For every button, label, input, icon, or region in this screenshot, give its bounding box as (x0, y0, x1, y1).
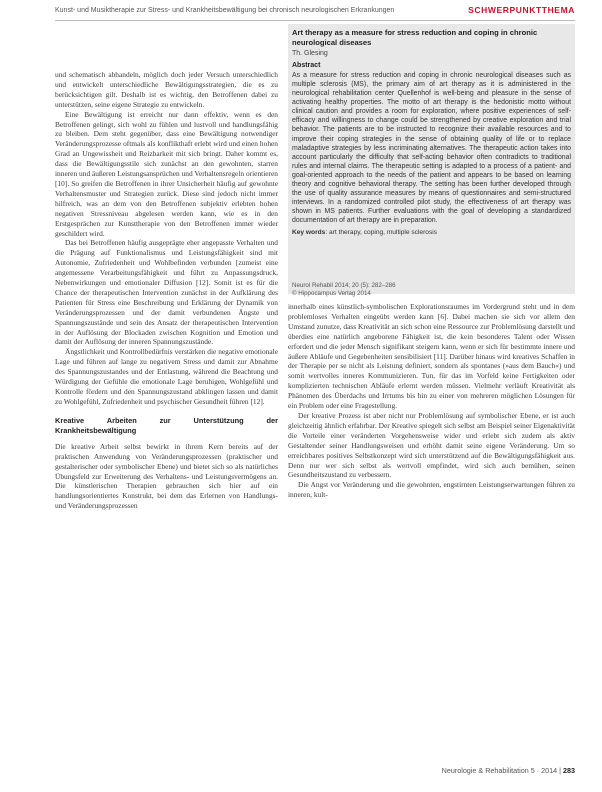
page-number: 283 (563, 766, 575, 775)
abstract-text: As a measure for stress reduction and coping in chronic neurological diseases such as multiple sclerosis (MS), the primary aim of art therapy as it is administered in the neurological rehabilitation center Quellenhof is well-being and pleasure in the sense of activating healthy properties. The motto of art therapy is the hedonistic motto without clinical caution and provides a room for exploration, where positive experiences of self-efficacy and willingness to change could be strengthened by creative exploration and trial behavior. The patients are to be instructed to recognize their available resources and to improve their coping strategies in the sense of obtaining quality of life or to replace maladaptive strategies by less incriminating alternatives. The therapeutic action takes into account particularly the difficulty that self-acting behavior often contradicts to traditional rules and internal claims. The therapeutic setting is adapted to a process of a patient- and goal-oriented approach to the needs of the patient and appears to be based on learning theory and cognitive behavioral therapy. The setting has been further developed through the use of quality assurance measures by means of questionnaires and semi-structured interviews. In a randomized controlled pilot study, the effectiveness of art therapy was shown in MS patients. Further evaluations with the goal of developing a standardized documentation of art therapy are in preparation. (292, 72, 571, 224)
citation-copyright: © Hippocampus Verlag 2014 (292, 290, 371, 297)
body-paragraph: Die Angst vor Veränderung und die gewohnten, engstirnten Leistungserwartungen führen zu inneren, kult- (288, 480, 575, 500)
citation-journal: Neurol Rehabil 2014; 20 (5): 282–286 (292, 282, 396, 289)
running-title: Kunst- und Musiktherapie zur Stress- und Krankheitsbewältigung bei chronisch neurologischen Erkrankungen (55, 7, 395, 14)
header-rule (55, 20, 575, 21)
body-paragraph: Eine Bewältigung ist erreicht nur dann effektiv, wenn es den Betroffenen gelingt, sich wohl zu fühlen und lustvoll und handlungsfähig zu bleiben. Dem steht gegenüber, dass eine Bewältigung notwendiger Veränderungsprozesse oftmals als konflikthaft erlebt wird und einen hohen Grad an Ungewissheit und Reizbarkeit mit sich bringt. Daher kommt es, dass die Bewältigungsstile sich zunächst an den gewohnten, starren inneren und äußeren Leistungsansprüchen und Verhaltensregeln orientieren [10]. So greifen die Betroffenen in ihrer Unsicherheit häufig auf gewohnte Verhaltensmuster und Strategien zurück. Diese sind jedoch nicht immer hilfreich, was an dem von den Betroffenen subjektiv erlebten hohen negativen Stressniveau abgelesen werden kann, wie es in den Erstgesprächen zur Kunsttherapie von den Betroffenen immer wieder geschildert wird. (55, 109, 278, 238)
keywords-list: art therapy, coping, multiple sclerosis (329, 228, 438, 236)
section-subheading: Kreative Arbeiten zur Unterstützung der Krankheitsbewältigung (55, 415, 278, 435)
right-column (288, 302, 575, 500)
body-paragraph: Ängstlichkeit und Kontrollbedürfnis verstärken die negative emotionale Lage und führen auf lange zu negativem Stress und damit zur Abnahme des Spannungszustandes und der Entlastung, während die Beachtung und Würdigung der Gefühle die emotionale Lage beruhigen, Wohlgefühl und Kontrolle fördern und den Spannungszustand abklingen lassen und damit zu Wohlgefühl, Zufriedenheit und psychischer Gesundheit führen [12]. (55, 347, 278, 406)
footer-separator: | (559, 766, 561, 775)
keywords-label: Key words (292, 228, 326, 236)
body-paragraph: innerhalb eines künstlich-symbolischen Explorationsraumes im Vordergrund steht und in dem problemloses Verhalten eingeübt werden kann [6]. Dabei machen sie sich vor allem den Umstand zunutze, dass Kreativität an sich schon eine Ressource zur Problemlösung darstellt und überdies eine natürlich angeborene Fähigkeit ist, die kein besonderes Talent oder Wissen erfordert und die jeder Mensch signifikant steigern kann, wenn er sich für bestimmte innere und äußere Abläufe und Gegebenheiten sensibilisiert [11]. Darüber hinaus wird kreatives Schaffen in der Therapie per se nicht als Leistung definiert, sondern als spontanes (»aus dem Bauch«) und somit wertvolles inneres Kommunizieren. Tun, für das im Vorfeld keine Fertigkeiten oder komplizierten technischen Abläufe erlernt werden müssen. Vielmehr verläuft Kreativität als Phänomen des Überdachs und Irrtums bis hin zu einer von mehreren möglichen Lösungen für ein Problem oder eine Fragestellung. (288, 302, 575, 411)
keywords: Key words: art therapy, coping, multiple sclerosis (292, 228, 438, 236)
citation (292, 282, 396, 298)
english-abstract-box (288, 24, 575, 294)
abstract-label: Abstract (292, 62, 321, 70)
abstract-title: Art therapy as a measure for stress reduction and coping in chronic neurological diseases (292, 28, 538, 47)
body-paragraph: Das bei Betroffenen häufig ausgeprägte eher angepasste Verhalten und die Prägung auf Funktionalismus und Leistungsfähigkeit sind mit Autonomie, Zufriedenheit und Wohlbefinden verbunden [zumeist eine angemessene Verarbeitungsfähigkeit und führt zu Anpassungsdruck, Nebenwirkungen und emotionaler Diffusion [12]. Somit ist es für die Chance der therapeutischen Intervention zunächst in der Aufklärung des Patienten für Stress eine Beschreibung und Erklärung der Dynamik von Veränderungsprozessen und der damit verbundenen Ängste und Spannungszustände und sein des Ansatz der therapeutischen Intervention in der Auflösung der Blockaden zwischen Kognition und Emotion und damit der Auflösung der inneren Spannungszustände. (55, 238, 278, 347)
footer-journal: Neurologie & Rehabilitation 5 · 2014 (441, 766, 558, 775)
page-footer (300, 766, 575, 775)
section-label: SCHWERPUNKTTHEMA (468, 5, 575, 15)
left-column (55, 70, 278, 511)
body-paragraph: Der kreative Prozess ist aber nicht nur Problemlösung auf symbolischer Ebene, er ist auch gleichzeitig ähnlich erfahrbar. Der Kreative spiegelt sich selbst am Beispiel seiner Eigenaktivität die Vorteile einer veränderten Vorgehensweise wider und erlebt sich zudem als aktiv Gestaltender seiner Handlungsweisen und erhöht damit seine eigene Veränderung. Um so erreichbares positives Selbstkonzept wird sich unterstützend auf die Bewältigungsfähigkeit aus. Denn nur wer sich selbst als wertvoll empfindet, wird sich auch bemühen, seinen Gesundheitszustand zu verbessern. (288, 410, 575, 480)
running-header (55, 5, 575, 19)
body-paragraph: Die kreative Arbeit selbst bewirkt in ihrem Kern bereits auf der praktischen Anwendung von Veränderungsprozessen (praktischer und gestalterischer oder symbolischer Ebene) und bietet sich so als natürliches Übungsfeld zur Erweiterung des Verhaltens- und Leistungsvermögens an. Die künstlerischen Therapien gebrauchen sich hier auf ein handlungsorientiertes Konstrukt, bei dem das Erlernen von Handlungs- und Veränderungsprozessen (55, 441, 278, 511)
abstract-author: Th. Glesing (292, 50, 328, 58)
body-paragraph: und schematisch abhandeln, möglich doch jeder Versuch unterschiedlich und entwickelt unterschiedliche Bewältigungsstrategien, die es zu berücksichtigen gilt. Deshalb ist es wichtig, den Betroffenen dabei zu unterstützen, seine eigene Strategie zu entwickeln. (55, 70, 278, 109)
